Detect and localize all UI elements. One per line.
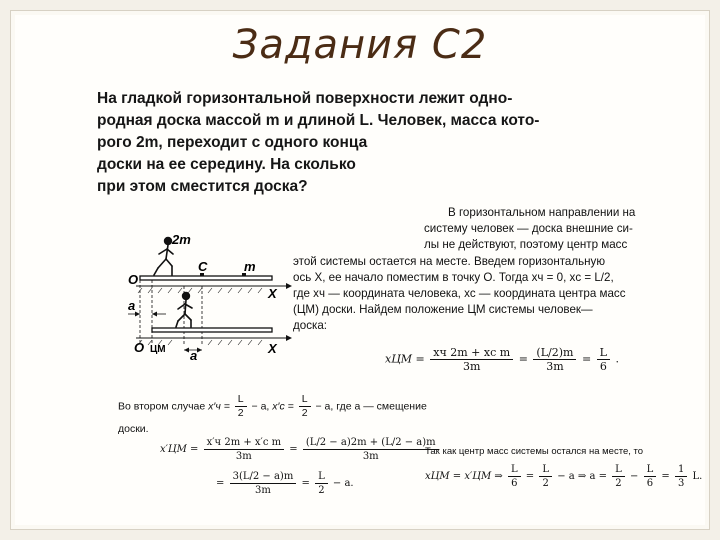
label-man-mass: 2m <box>172 232 191 247</box>
solution-line: где xч — координата человека, xс — координата центра масс <box>293 287 626 300</box>
formula-xcm-prime: x′ЦМ = $\frac{\text{x′ч 2m + x′с m}}{3m}$ = $\frac{(L/2 - a)2m + (L/2 - a)m}{3m}$ <box>160 436 441 463</box>
label-axis-bottom: X <box>268 341 277 356</box>
person-icon <box>154 238 173 275</box>
board-top <box>140 276 272 280</box>
label-axis-top: X <box>268 286 277 301</box>
problem-line: родная доска массой m и длиной L. Человек, масса кото- <box>97 112 540 129</box>
label-origin-bottom: O <box>134 340 145 355</box>
problem-statement <box>97 88 567 198</box>
solution-line: систему человек — доска внешние си- <box>424 222 633 235</box>
problem-line: На гладкой горизонтальной поверхности лежит одно- <box>97 90 513 107</box>
label-origin-top: O <box>128 272 139 287</box>
solution-line: В горизонтальном направлении на <box>448 206 636 219</box>
label-cm: ЦМ <box>150 344 166 355</box>
solution-line: (ЦМ) доски. Найдем положение ЦМ системы человек— <box>293 303 593 316</box>
slide-title: Задания С2 <box>232 22 488 68</box>
problem-line: доски на ее середину. На сколько <box>97 156 356 173</box>
surface-hatch-top <box>138 288 262 293</box>
label-shift-bottom: a <box>190 348 198 361</box>
label-shift-left: a <box>128 298 136 313</box>
solution-line: ось X, ее начало поместим в точку O. Тогда xч = 0, xс = L/2, <box>293 271 614 284</box>
second-case-line: Во втором случае x′ч = $\frac{L}{2}$ − a, x′с = $\frac{L}{2}$ − a, где a — смещение <box>118 393 427 419</box>
final-text: Так как центр масс системы остался на месте, то <box>425 446 644 457</box>
problem-line: при этом сместится доска? <box>97 178 308 195</box>
formula-final: xЦМ = x′ЦМ ⇒ $\frac{L}{6}$ = $\frac{L}{2}$ − a ⇒ a = $\frac{L}{2}$ − $\frac{L}{6}$ = $\frac{1}{3}$ L. <box>425 464 703 489</box>
physics-figure <box>128 226 298 361</box>
problem-line: рого 2m, переходит с одного конца <box>97 134 368 151</box>
board-bottom <box>152 328 272 332</box>
second-case-line2: доски. <box>118 423 149 435</box>
label-center: C <box>198 259 208 274</box>
solution-line: этой системы остается на месте. Введем горизонтальную <box>293 255 606 268</box>
formula-xcm-prime-cont: = $\frac{3(L/2 - a)m}{3m}$ = $\frac{L}{2}$ − a. <box>216 471 354 496</box>
solution-line: доска: <box>293 319 328 332</box>
label-board-mass: m <box>244 259 256 274</box>
formula-xcm: xЦМ = $\frac{\text{xч 2m + xс m}}{3m}$ = $\frac{(L/2)m}{3m}$ = $\frac{L}{6}$ . <box>385 346 619 373</box>
solution-line: лы не действуют, поэтому центр масс <box>424 238 628 251</box>
